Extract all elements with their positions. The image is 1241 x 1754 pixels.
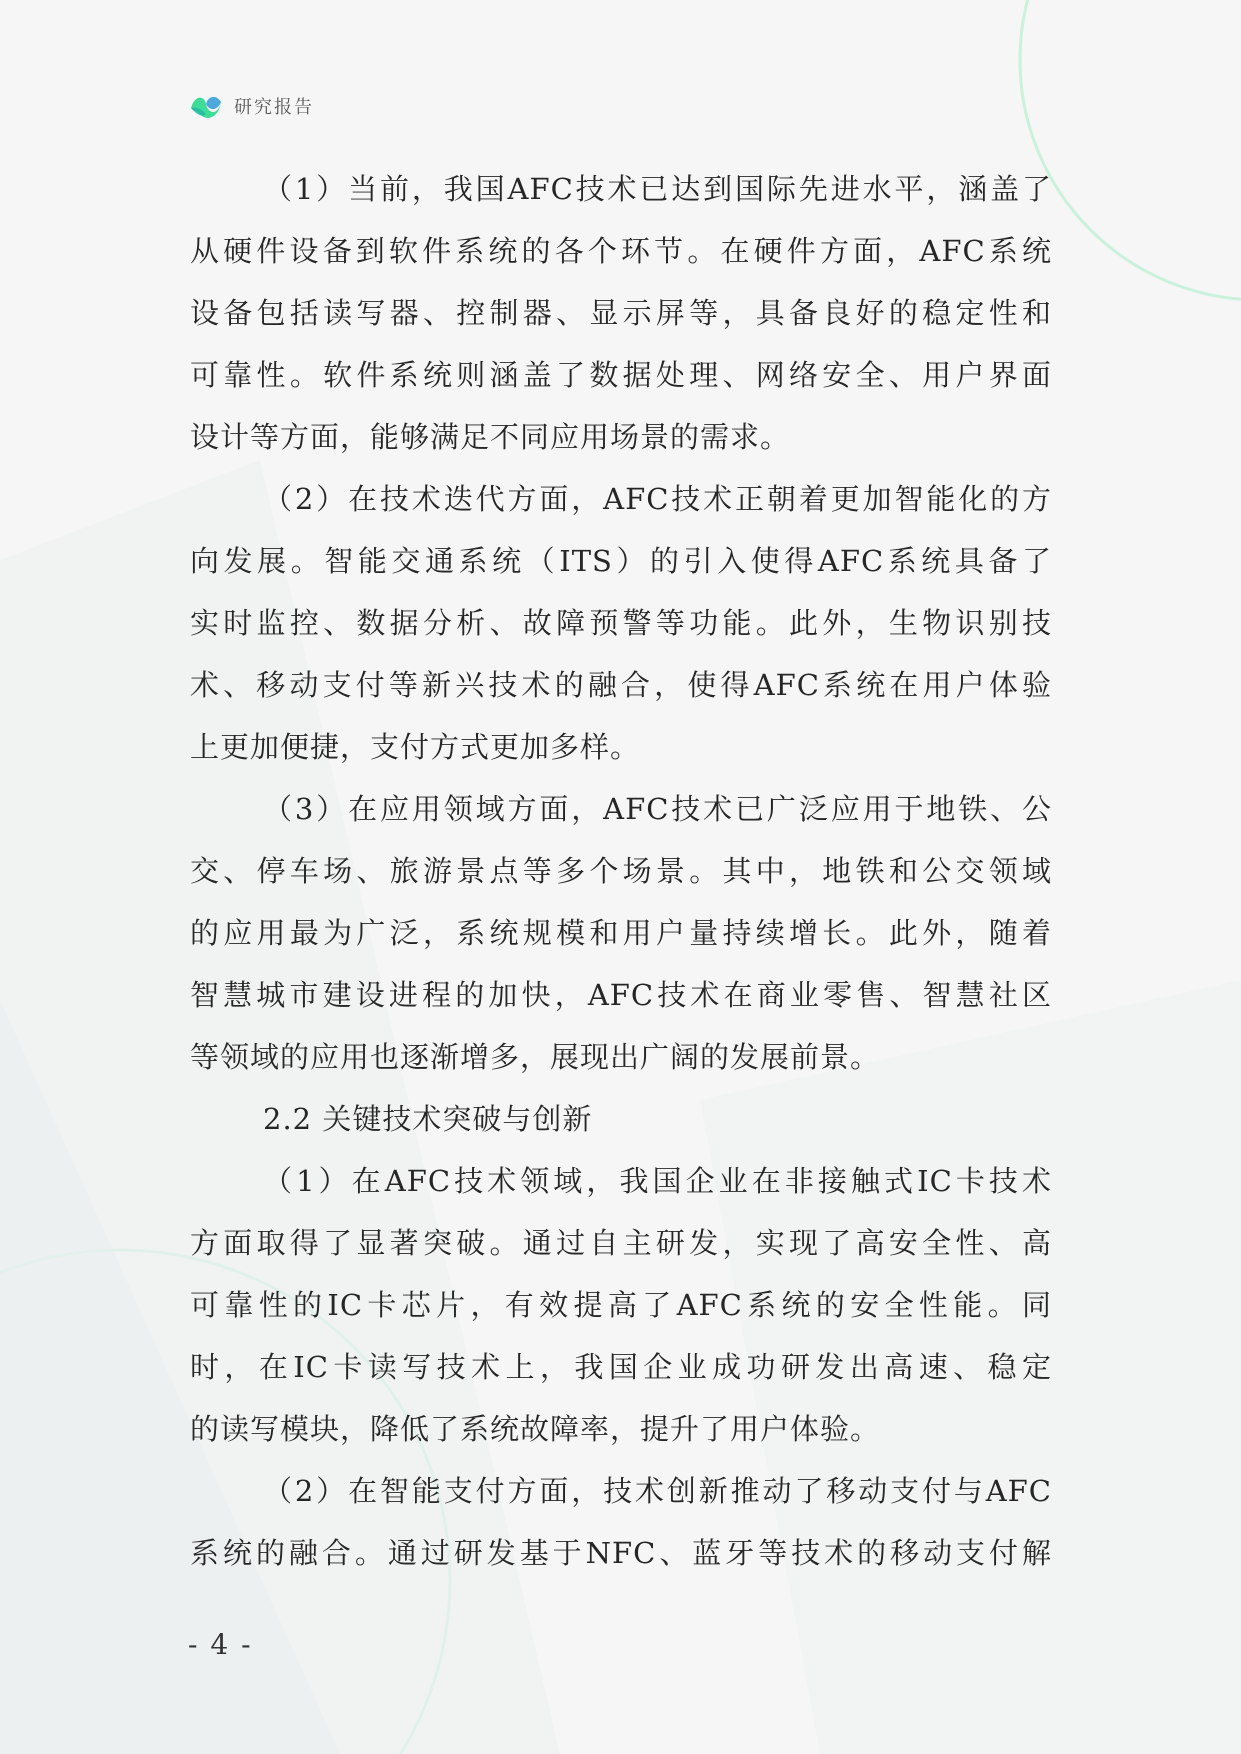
paragraph-line: 上更加便捷，支付方式更加多样。 <box>190 730 641 764</box>
paragraph-line: 智慧城市建设进程的加快，AFC技术在商业零售、智慧社区 <box>190 978 1052 1012</box>
page-number: - 4 - <box>188 1628 253 1661</box>
paragraph-line: 设计等方面，能够满足不同应用场景的需求。 <box>190 420 791 454</box>
paragraph-line: 方面取得了显著突破。通过自主研发，实现了高安全性、高 <box>190 1226 1052 1260</box>
paragraph-line: 等领域的应用也逐渐增多，展现出广阔的发展前景。 <box>190 1040 881 1074</box>
paragraph-line: 系统的融合。通过研发基于NFC、蓝牙等技术的移动支付解 <box>190 1536 1052 1570</box>
report-header <box>188 88 314 124</box>
brand-leaf-logo-icon <box>188 88 224 124</box>
paragraph-4 <box>190 1150 1052 1460</box>
paragraph-line: 可靠性。软件系统则涵盖了数据处理、网络安全、用户界面 <box>190 358 1052 392</box>
paragraph-1 <box>190 158 1052 468</box>
paragraph-5 <box>190 1460 1052 1584</box>
paragraph-line: （1）当前，我国AFC技术已达到国际先进水平，涵盖了 <box>263 172 1052 206</box>
paragraph-line: 时，在IC卡读写技术上，我国企业成功研发出高速、稳定 <box>190 1350 1052 1384</box>
paragraph-line: 的应用最为广泛，系统规模和用户量持续增长。此外，随着 <box>190 916 1052 950</box>
paragraph-line: 从硬件设备到软件系统的各个环节。在硬件方面，AFC系统 <box>190 234 1052 268</box>
paragraph-line: 术、移动支付等新兴技术的融合，使得AFC系统在用户体验 <box>190 668 1052 702</box>
document-body <box>190 158 1052 1584</box>
paragraph-line: 设备包括读写器、控制器、显示屏等，具备良好的稳定性和 <box>190 296 1052 330</box>
paragraph-3 <box>190 778 1052 1088</box>
paragraph-line: 实时监控、数据分析、故障预警等功能。此外，生物识别技 <box>190 606 1052 640</box>
section-heading: 2.2 关键技术突破与创新 <box>263 1102 593 1136</box>
paragraph-2 <box>190 468 1052 778</box>
paragraph-line: 向发展。智能交通系统（ITS）的引入使得AFC系统具备了 <box>190 544 1052 578</box>
paragraph-line: 可靠性的IC卡芯片，有效提高了AFC系统的安全性能。同 <box>190 1288 1052 1322</box>
paragraph-line: （2）在技术迭代方面，AFC技术正朝着更加智能化的方 <box>263 482 1052 516</box>
paragraph-line: 交、停车场、旅游景点等多个场景。其中，地铁和公交领域 <box>190 854 1052 888</box>
paragraph-line: （1）在AFC技术领域，我国企业在非接触式IC卡技术 <box>263 1164 1052 1198</box>
paragraph-line: 的读写模块，降低了系统故障率，提升了用户体验。 <box>190 1412 881 1446</box>
paragraph-line: （3）在应用领域方面，AFC技术已广泛应用于地铁、公 <box>263 792 1052 826</box>
header-title: 研究报告 <box>234 97 314 118</box>
paragraph-line: （2）在智能支付方面，技术创新推动了移动支付与AFC <box>263 1474 1052 1508</box>
